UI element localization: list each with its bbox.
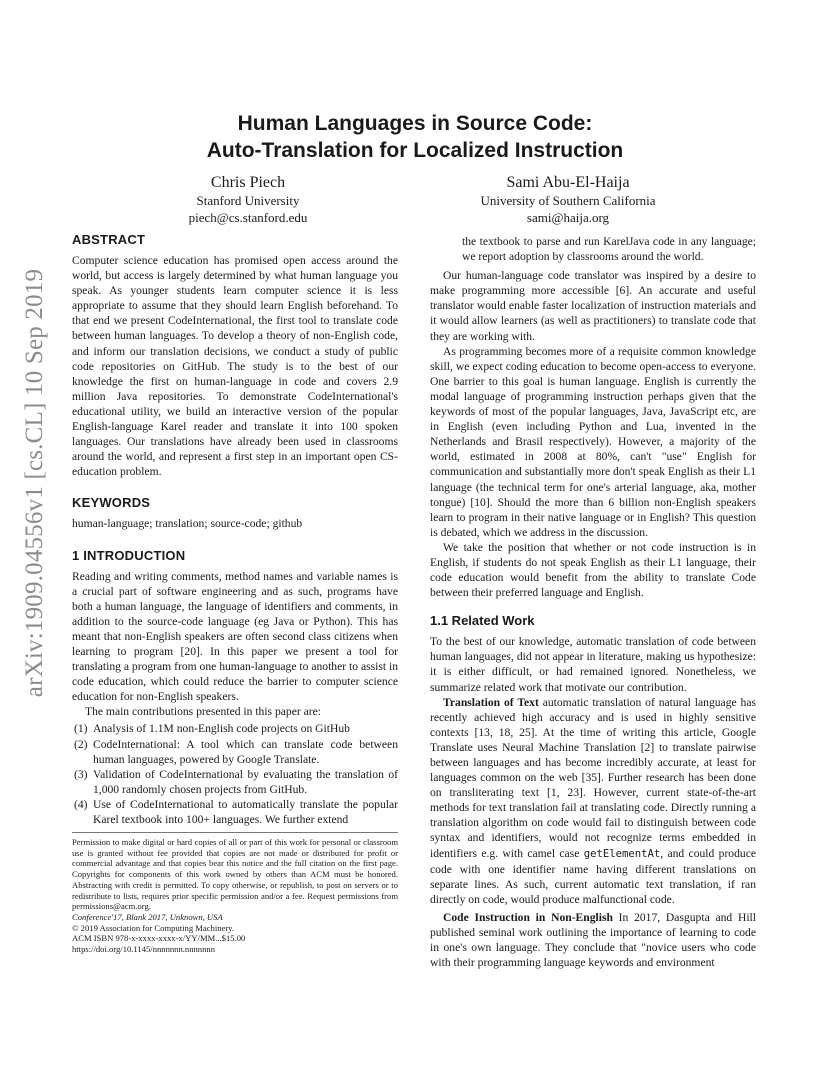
inline-code: getElementAt bbox=[583, 847, 661, 860]
runin-heading: Translation of Text bbox=[443, 695, 539, 709]
intro-paragraph: The main contributions presented in this paper are: bbox=[85, 705, 321, 719]
intro-paragraph: Our human-language code translator was inspired by a desire to make programming more accessible [6]. An accurate and useful translator would enable faster localization of instruction materials and it would allow learners (as well as practitioners) to translate code that they are working with. bbox=[430, 269, 756, 343]
intro-paragraph: We take the position that whether or not code instruction is in English, if students do not speak English as their L1 language, their code education would benefit from the ability to translate Code between their preferred language and English. bbox=[430, 540, 756, 600]
permission-notice: Permission to make digital or hard copies of all or part of this work for personal or classroom use is granted without fee provided that copies are not made or distributed for profit or commercial advantage and that copies bear this notice and the full citation on the first page. Copyrights for components of this work owned by others than ACM must be honored. Abstracting with credit is permitted. To copy otherwise, or republish, to post on servers or to redistribute to lists, requires prior specific permission and/or a fee. Request permissions from permissions@acm.org. bbox=[72, 837, 398, 912]
author-affiliation: University of Southern California bbox=[480, 193, 656, 208]
author-block-2 bbox=[470, 173, 666, 226]
list-item bbox=[72, 737, 398, 767]
related-paragraph bbox=[430, 910, 756, 970]
list-text: Use of CodeInternational to automatically translate the popular Karel textbook into 100+ languages. We further extend bbox=[93, 797, 398, 826]
list-number: (2) bbox=[74, 737, 88, 751]
list-number: (3) bbox=[74, 767, 88, 781]
arxiv-id: arXiv:1909.04556v1 [cs.CL] 10 Sep 2019 bbox=[21, 268, 49, 698]
arxiv-stamp bbox=[14, 268, 56, 698]
intro-paragraph: Reading and writing comments, method names and variable names is a crucial part of software engineering and as such, programs have both a human language, the language of identifiers and comments, in addition to the source-code language (eg Java or Python). This has meant that non-English speakers are often second class citizens when learning to program [20]. In this paper we present a tool for translating a program from one human-language to another to assist in code education, which could reduce the barrier to computer science education for non-English speakers. bbox=[72, 569, 398, 704]
list-text: Analysis of 1.1M non-English code projects on GitHub bbox=[93, 722, 350, 736]
intro-paragraph: As programming becomes more of a requisite common knowledge skill, we expect coding education to become open-access to everyone. One barrier to this goal is human language. English is currently the modal language of programming instruction perhaps given that the keywords of most of the popular languages, Java, JavaScript etc, are in English (even including Python and Lua, invented in the Netherlands and Brasil respectively). However, a majority of the world, estimated in 2008 at 80%, can't "use" English for communication and substantially more don't speak English as their L1 language (the technical term for one's arterial language, aka, mother tongue) [10]. Should the more than 6 billion non-English speakers learn to program in their native language or in English? This question is debated, which we address in the discussion. bbox=[430, 344, 756, 539]
author-block-1 bbox=[155, 173, 341, 226]
title-line-1: Human Languages in Source Code: bbox=[237, 112, 593, 135]
keywords-heading: KEYWORDS bbox=[72, 495, 151, 511]
title-line-2: Auto-Translation for Localized Instruction bbox=[206, 139, 624, 162]
author-email: piech@cs.stanford.edu bbox=[188, 210, 308, 225]
paragraph-text: , and could produce code with one identifier name having different translations on separate lines. As such, current automatic text translation, if ran directly on code, would produce malfunctional code. bbox=[430, 846, 756, 906]
related-paragraph bbox=[430, 695, 756, 907]
list-number: (1) bbox=[74, 722, 88, 736]
list-item bbox=[72, 721, 398, 736]
related-work-heading: 1.1 Related Work bbox=[430, 613, 535, 629]
list-number: (4) bbox=[74, 797, 88, 811]
left-column bbox=[72, 231, 398, 827]
list-continuation: the textbook to parse and run KarelJava code in any language; we report adoption by classrooms around the world. bbox=[462, 235, 756, 264]
list-item bbox=[72, 797, 398, 827]
right-column bbox=[430, 234, 756, 970]
keywords-text: human-language; translation; source-code; github bbox=[72, 517, 303, 531]
doi-line[interactable]: https://doi.org/10.1145/nnnnnnn.nnnnnnn bbox=[72, 944, 215, 955]
conference-line: Conference'17, Blank 2017, Unknown, USA bbox=[72, 911, 223, 922]
copyright-line: © 2019 Association for Computing Machinery. bbox=[72, 922, 235, 933]
list-text: Validation of CodeInternational by evaluating the translation of 1,000 randomly chosen projects from GitHub. bbox=[93, 767, 398, 796]
author-name: Chris Piech bbox=[210, 174, 286, 191]
abstract-heading: ABSTRACT bbox=[72, 232, 146, 247]
introduction-heading: 1 INTRODUCTION bbox=[72, 547, 186, 563]
author-affiliation: Stanford University bbox=[196, 193, 300, 208]
copyright-footnote bbox=[72, 832, 398, 955]
abstract-text: Computer science education has promised open access around the world, but access is largely determined by what human language you speak. As younger students learn computer science it is less appropriate to assume that they should learn English beforehand. To that end we present CodeInternational, the first tool to translate code between human languages. To develop a theory of non-English code, and inform our translation decisions, we conduct a study of public code repositories on GitHub. The study is to the best of our knowledge the first on human-language in code and covers 2.9 million Java repositories. To demonstrate CodeInternational's educational utility, we build an interactive version of the popular English-language Karel reader and translate it into 100 spoken languages. Our translations have already been used in classrooms around the world, and represent a first step in an important open CS-education problem. bbox=[72, 254, 398, 479]
paper-title bbox=[150, 110, 680, 164]
runin-heading: Code Instruction in Non-English bbox=[443, 910, 613, 924]
list-item bbox=[72, 767, 398, 797]
paragraph-text: automatic translation of natural language has recently achieved high accuracy and is used in highly sensitive contexts [13, 18, 25]. At the time of writing this article, Google Translate uses Neural Machine Translation [2] to translate pairwise between languages and has become incredibly accurate, at least for languages common on the web [35]. Further research has been done on transliterating text [1, 23]. However, current state-of-the-art methods for text translation fail at translating code. Directly running a translation algorithm on code would fail to distinguish between code syntax and identifiers, would not recognize terms embedded in identifiers e.g. with camel case bbox=[430, 695, 756, 860]
related-paragraph: To the best of our knowledge, automatic translation of code between human languages, did not appear in literature, making us hypothesize: it is either difficult, or had remained ignored. Nonetheless, we summarize related work that motivate our contribution. bbox=[430, 635, 756, 694]
paragraph-text: In 2017, Dasgupta and Hill published seminal work outlining the importance of learning to code in one's own language. They conclude that "novice users who code with their programming language keywords and environment bbox=[430, 910, 756, 970]
list-text: CodeInternational: A tool which can translate code between human languages, powered by Google Translate. bbox=[93, 737, 398, 766]
author-name: Sami Abu-El-Haija bbox=[506, 174, 630, 191]
contributions-list bbox=[72, 721, 398, 827]
isbn-line: ACM ISBN 978-x-xxxx-xxxx-x/YY/MM...$15.00 bbox=[72, 933, 246, 944]
author-email: sami@haija.org bbox=[526, 210, 610, 225]
